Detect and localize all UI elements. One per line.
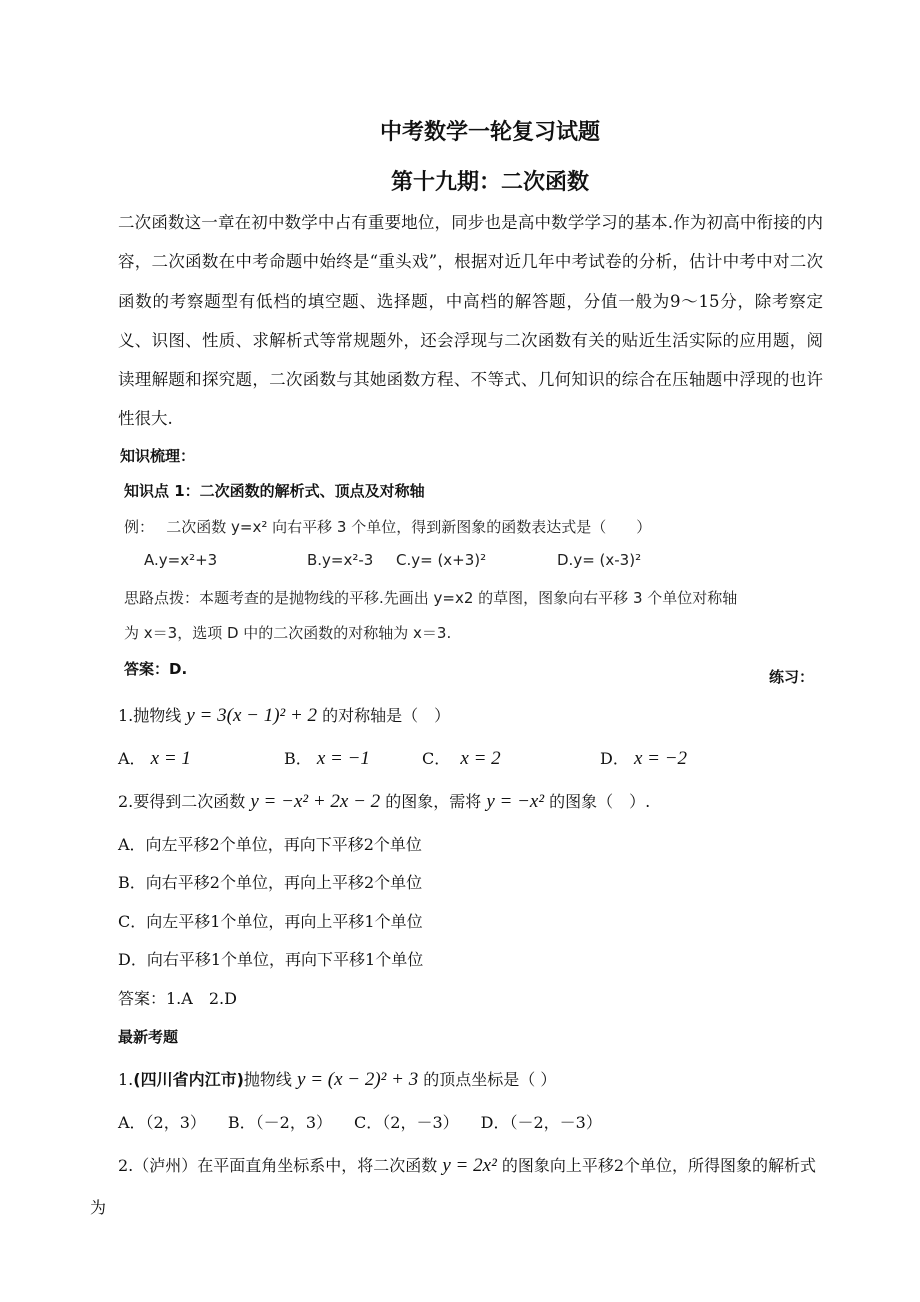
latest-q1-option-a: A．（2，3）: [118, 1112, 206, 1132]
q1-options: [118, 746, 920, 789]
q1-prefix: 1.抛物线: [118, 705, 182, 725]
q1-option-a: A． x = 1: [118, 747, 191, 769]
q1-option-b: B． x = −1: [284, 747, 370, 769]
q2-option-a: A．向左平移2个单位，再向下平移2个单位: [118, 834, 422, 854]
answer-row: [124, 658, 814, 703]
q2-option-d: D．向右平移1个单位，再向下平移1个单位: [118, 950, 424, 970]
document-subtitle: 第十九期：二次函数: [390, 170, 589, 195]
q1-option-c: C． x = 2: [422, 747, 501, 769]
latest-q1-text: 抛物线: [243, 1069, 292, 1089]
latest-q1: [118, 1067, 920, 1110]
example-question: 例： 二次函数 y=x² 向右平移 3 个单位，得到新图象的函数表达式是（ ）: [124, 517, 652, 536]
latest-q2-prefix: 2.（泸州）在平面直角坐标系中，将二次函数: [118, 1155, 438, 1175]
example-answer: 答案：D.: [124, 659, 188, 678]
latest-q2-suffix: 的图象向上平移2个单位，所得图象的解析式: [501, 1155, 817, 1175]
latest-heading: 最新考题: [118, 1027, 179, 1046]
hint-line-1: 思路点拨：本题考查的是抛物线的平移.先画出 y=x2 的草图，图象向右平移 3 个单位对称轴: [124, 588, 738, 607]
q2-expression-2: y = −x²: [486, 790, 545, 812]
example-option-c: C.y= (x+3)²: [396, 551, 487, 570]
example-option-a: A.y=x²+3: [144, 551, 218, 570]
practice-q1: [118, 703, 920, 746]
q1-option-d: D． x = −2: [600, 747, 688, 769]
q2-option-c: C．向左平移1个单位，再向上平移1个单位: [118, 911, 423, 931]
example-option-d: D.y= (x-3)²: [557, 551, 642, 570]
latest-q1-suffix: 的顶点坐标是（ ）: [423, 1069, 557, 1089]
document-title: 中考数学一轮复习试题: [379, 120, 600, 145]
q2-mid: 的图象，需将: [385, 791, 482, 811]
latest-q2: [118, 1153, 838, 1195]
q2-option-b: B．向右平移2个单位，再向上平移2个单位: [118, 873, 423, 893]
intro-paragraph: 二次函数这一章在初中数学中占有重要地位，同步也是高中数学学习的基本.作为初高中衔接的内容，二次函数在中考命题中始终是“重头戏”，根据对近几年中考试卷的分析，估计中考中对二次函数的考察题型有低档的填空题、选择题，中高档的解答题，分值一般为9～15分，除考察定义、识图、性质、求解析式等常规题外，还会浮现与二次函数有关的贴近生活实际的应用题，阅读理解题和探究题，二次函数与其她函数方程、不等式、几何知识的综合在压轴题中浮现的也许性很大.: [118, 213, 823, 429]
q2-expression: y = −x² + 2x − 2: [250, 790, 381, 812]
latest-q1-options: [118, 1110, 920, 1153]
example-options: [144, 551, 920, 587]
q1-suffix: 的对称轴是（ ）: [322, 705, 451, 725]
latest-q1-option-c: C．（2，－3）: [354, 1112, 459, 1132]
practice-answer: 答案：1.A 2.D: [118, 988, 237, 1008]
q1-expression: y = 3(x − 1)² + 2: [186, 704, 318, 726]
point1-heading: 知识点 1：二次函数的解析式、顶点及对称轴: [124, 482, 425, 501]
practice-label: 练习：: [768, 667, 814, 686]
practice-q2: [118, 789, 920, 832]
latest-q1-expression: y = (x − 2)² + 3: [297, 1068, 419, 1090]
latest-q1-option-b: B．（－2，3）: [227, 1112, 333, 1132]
latest-q1-source: (四川省内江市): [133, 1069, 244, 1089]
hint-line-2: 为 x＝3，选项 D 中的二次函数的对称轴为 x＝3.: [124, 624, 452, 643]
latest-q1-option-d: D．（－2，－3）: [480, 1112, 602, 1132]
q2-prefix: 2.要得到二次函数: [118, 791, 246, 811]
example-option-b: B.y=x²-3: [307, 551, 374, 570]
knowledge-heading: 知识梳理：: [120, 446, 196, 465]
latest-q2-expression: y = 2x²: [442, 1154, 497, 1176]
latest-q1-number: 1.: [118, 1069, 134, 1089]
q2-suffix: 的图象（ ）.: [549, 791, 651, 811]
latest-q2-line-2: 为: [90, 1197, 107, 1217]
